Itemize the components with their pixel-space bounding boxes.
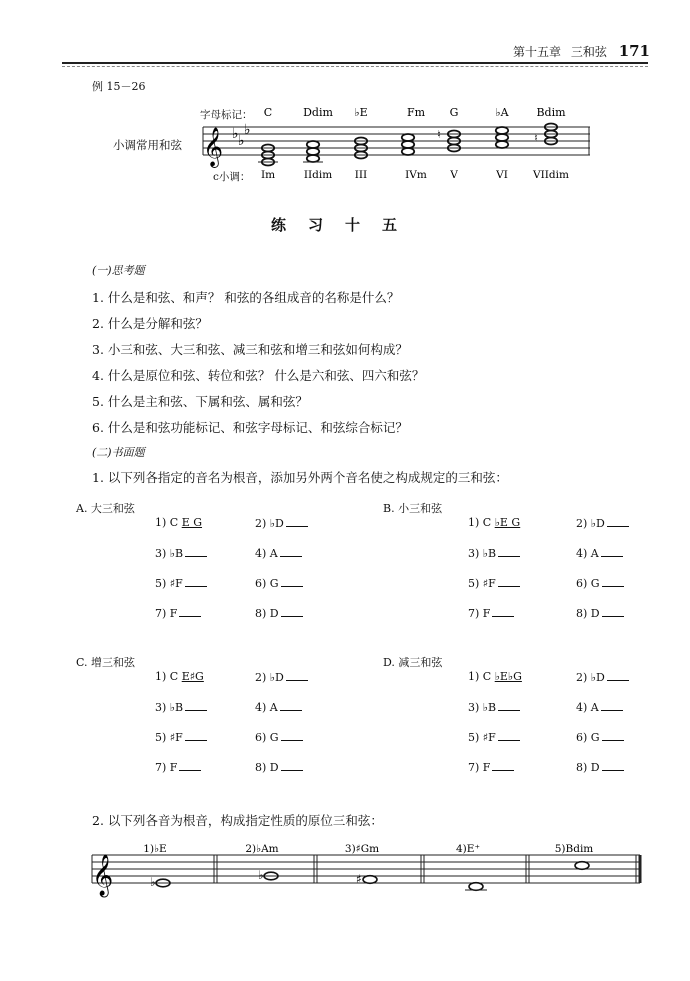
chord-root: 3) ♭B bbox=[468, 547, 497, 560]
example-row-label: 小调常用和弦 bbox=[113, 138, 182, 152]
chord-root: 7) F bbox=[468, 761, 491, 774]
staff-chord-label: 3)♯Gm bbox=[344, 843, 380, 855]
chord-root: 2) ♭D bbox=[576, 671, 605, 684]
chord-letter: ♭E bbox=[354, 106, 368, 119]
roman-numeral: IVm bbox=[405, 169, 427, 181]
flat-icon: ♭ bbox=[258, 868, 264, 882]
roman-numeral: III bbox=[354, 169, 368, 181]
chord-root: 4) A bbox=[255, 701, 278, 714]
roman-prefix: c小调： bbox=[213, 171, 251, 183]
exercise-title: 练习十五 bbox=[270, 216, 419, 234]
chord-root: 4) A bbox=[255, 547, 278, 560]
chord-root: 8) D bbox=[255, 761, 279, 774]
chapter-label: 第十五章 bbox=[513, 45, 562, 59]
chord-letter: G bbox=[449, 106, 459, 119]
section-label: 三和弦 bbox=[570, 45, 607, 59]
example-label: 例 15－26 bbox=[92, 80, 146, 93]
chord-root: 5) ♯F bbox=[468, 577, 496, 590]
natural-icon: ♮ bbox=[437, 128, 441, 141]
chord-root: 1) C bbox=[468, 670, 495, 683]
flat-icon: ♭ bbox=[238, 133, 245, 149]
chord-letter: Fm bbox=[406, 106, 426, 119]
question-q1: 1. 以下列各指定的音名为根音，添加另外两个音名使之构成规定的三和弦： bbox=[92, 470, 508, 485]
chord-root: 6) G bbox=[576, 731, 600, 744]
chord-letter: Bdim bbox=[536, 106, 566, 119]
chord-root: 8) D bbox=[576, 607, 600, 620]
chord-root: 5) ♯F bbox=[155, 731, 183, 744]
staff-chord-label: 4)E⁺ bbox=[456, 843, 480, 855]
flat-icon: ♭ bbox=[244, 122, 251, 138]
chord-letter: Ddim bbox=[303, 106, 333, 119]
staff-chord-label: 5)Bdim bbox=[554, 843, 594, 855]
whole-note bbox=[575, 862, 589, 870]
treble-clef-icon: 𝄞 bbox=[92, 855, 114, 896]
chord-root: 1) C bbox=[155, 516, 182, 529]
chord-root: 1) C bbox=[468, 516, 495, 529]
roman-numeral: VIIdim bbox=[533, 169, 569, 181]
group-label: C. 增三和弦 bbox=[76, 656, 136, 669]
roman-numeral: VI bbox=[496, 169, 508, 181]
chord-root: 3) ♭B bbox=[155, 701, 184, 714]
roman-numeral: Im bbox=[260, 169, 276, 181]
chord-root: 6) G bbox=[255, 577, 279, 590]
group-label: A. 大三和弦 bbox=[76, 502, 135, 515]
whole-note bbox=[469, 883, 483, 891]
flat-icon: ♭ bbox=[232, 126, 239, 142]
chord-root: 3) ♭B bbox=[155, 547, 184, 560]
chord-root: 6) G bbox=[255, 731, 279, 744]
staff-chord-label: 2)♭Am bbox=[245, 843, 279, 855]
question-q2: 2. 以下列各音为根音，构成指定性质的原位三和弦： bbox=[92, 813, 383, 828]
chord-root: 3) ♭B bbox=[468, 701, 497, 714]
sharp-icon: ♯ bbox=[356, 872, 362, 886]
chord-root: 5) ♯F bbox=[155, 577, 183, 590]
question-item: 2. 什么是分解和弦？ bbox=[92, 316, 208, 331]
chord-letter: ♭A bbox=[495, 106, 509, 119]
question-item: 1. 什么是和弦、和声？ 和弦的各组成音的名称是什么？ bbox=[92, 290, 400, 305]
treble-clef-icon: 𝄞 bbox=[203, 127, 224, 167]
chord-root: 8) D bbox=[576, 761, 600, 774]
question-item: 4. 什么是原位和弦、转位和弦？ 什么是六和弦、四六和弦？ bbox=[92, 368, 425, 383]
natural-icon: ♮ bbox=[534, 131, 538, 145]
chord-answer: ♭E♭G bbox=[494, 670, 522, 683]
whole-note bbox=[363, 876, 377, 884]
question-item: 5. 什么是主和弦、下属和弦、属和弦？ bbox=[92, 394, 308, 409]
chord-root: 5) ♯F bbox=[468, 731, 496, 744]
chord-letter: C bbox=[263, 106, 273, 119]
chord-root: 7) F bbox=[155, 761, 178, 774]
chord-answer: ♭E G bbox=[494, 516, 521, 529]
chord-root: 6) G bbox=[576, 577, 600, 590]
group-label: B. 小三和弦 bbox=[383, 502, 443, 515]
roman-numeral: V bbox=[450, 169, 458, 181]
chord-root: 7) F bbox=[155, 607, 178, 620]
chord-answer: E♯G bbox=[181, 670, 204, 683]
chord-root: 2) ♭D bbox=[255, 671, 284, 684]
chord-root: 8) D bbox=[255, 607, 279, 620]
chord-root: 2) ♭D bbox=[576, 517, 605, 530]
page-number: 171 bbox=[618, 42, 650, 60]
part2-heading: (二)书面题 bbox=[92, 446, 145, 459]
staff-chord-label: 1)♭E bbox=[143, 843, 167, 855]
question-item: 6. 什么是和弦功能标记、和弦字母标记、和弦综合标记？ bbox=[92, 420, 408, 435]
chord-root: 1) C bbox=[155, 670, 182, 683]
group-label: D. 减三和弦 bbox=[383, 656, 443, 669]
part1-heading: (一)思考题 bbox=[92, 264, 145, 277]
roman-numeral: IIdim bbox=[303, 169, 333, 181]
question-item: 3. 小三和弦、大三和弦、减三和弦和增三和弦如何构成？ bbox=[92, 342, 408, 357]
chord-root: 4) A bbox=[576, 701, 599, 714]
chord-root: 7) F bbox=[468, 607, 491, 620]
chord-root: 4) A bbox=[576, 547, 599, 560]
chord-answer: E G bbox=[181, 516, 203, 529]
chord-root: 2) ♭D bbox=[255, 517, 284, 530]
flat-icon: ♭ bbox=[150, 875, 156, 889]
letter-prefix: 字母标记： bbox=[200, 109, 253, 121]
